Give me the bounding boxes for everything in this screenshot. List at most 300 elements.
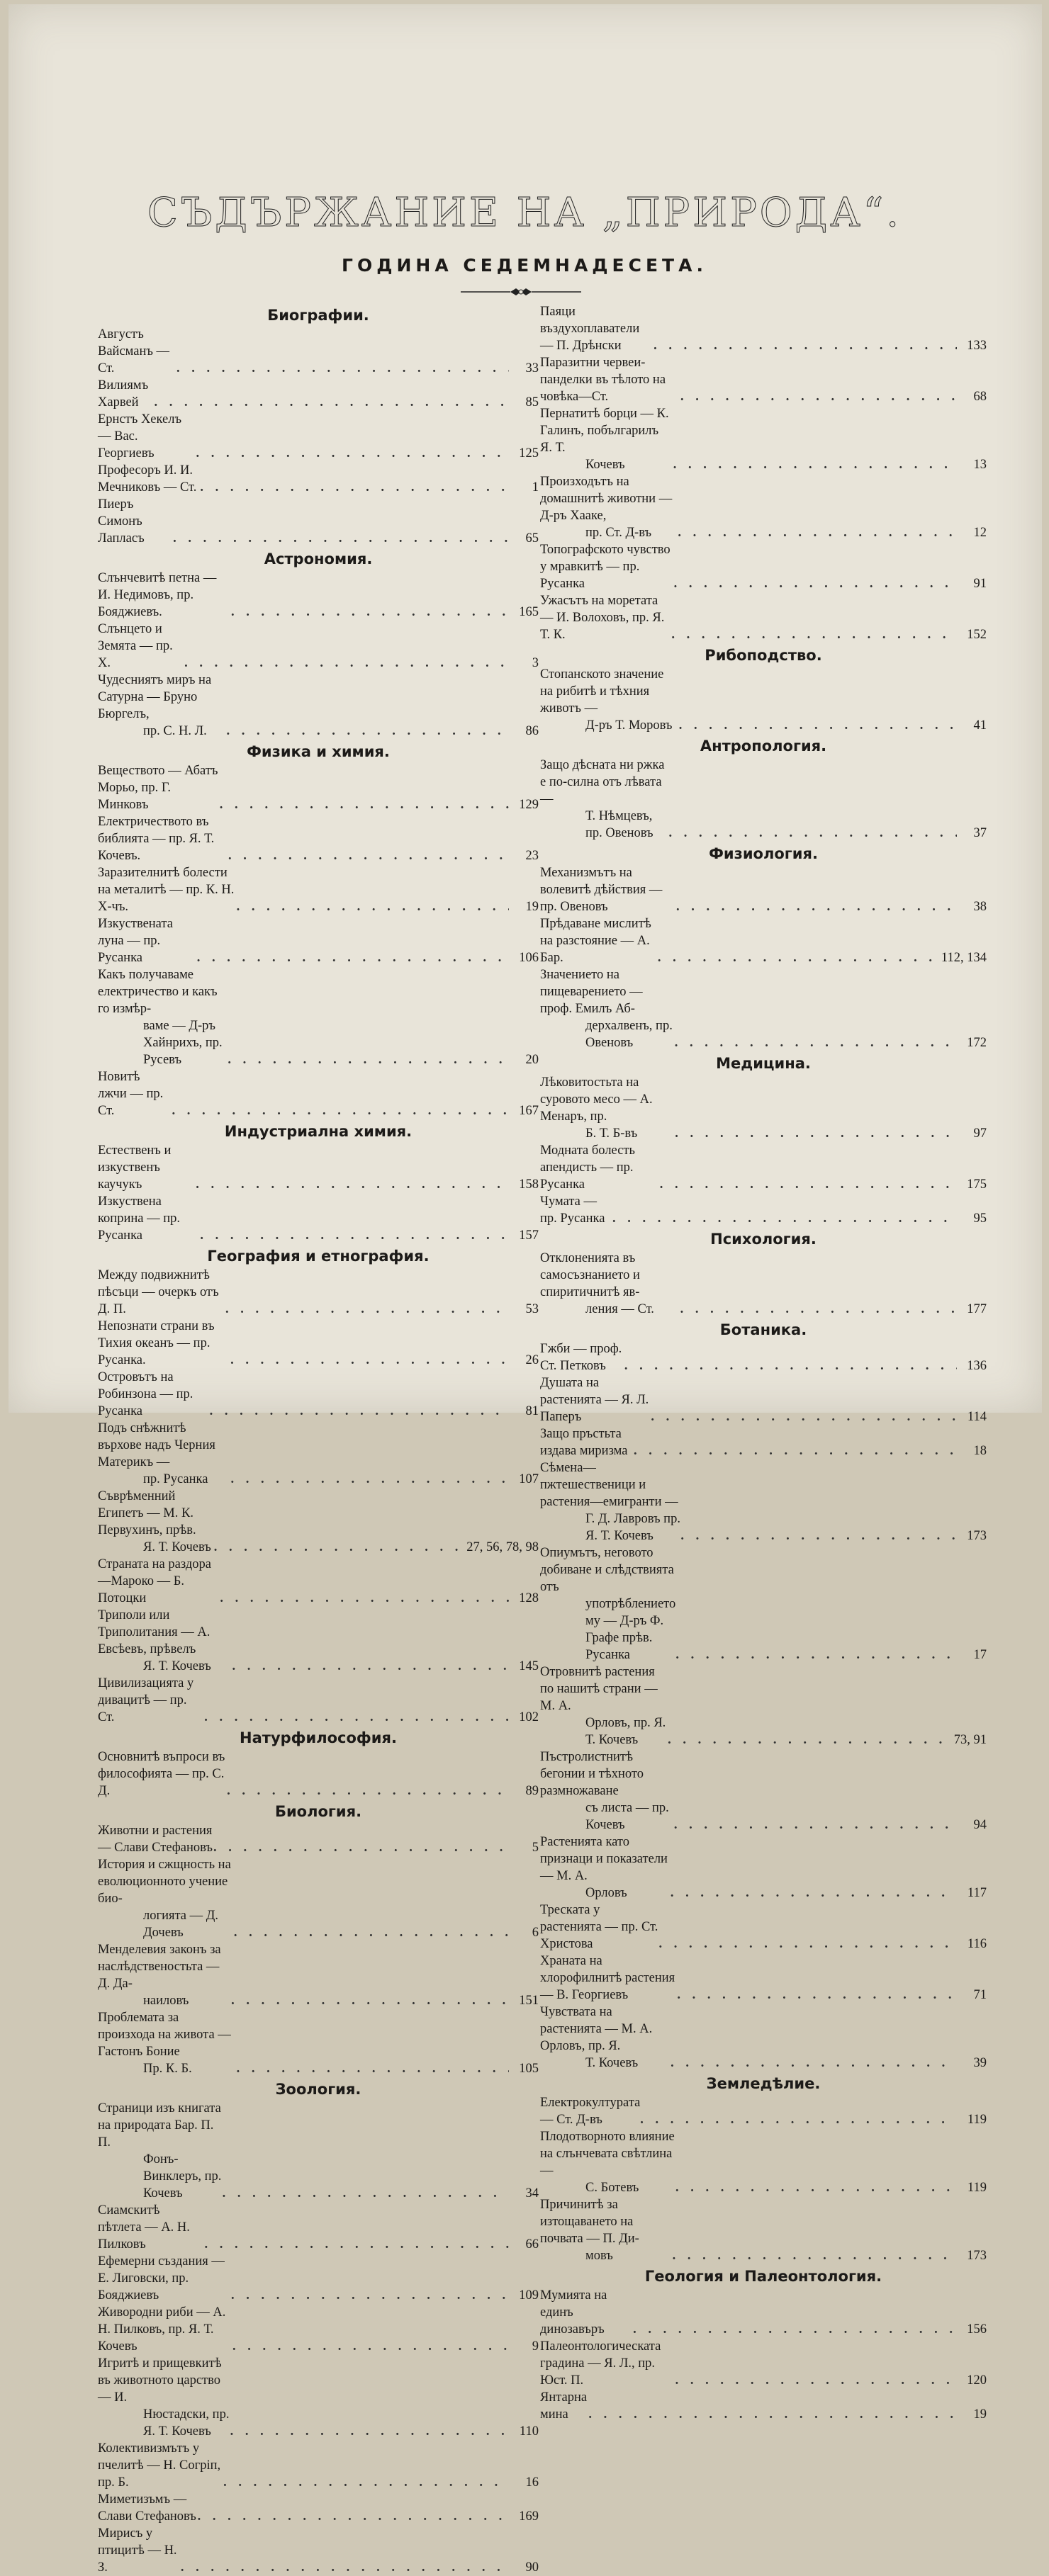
entry-title-line: Естественъ и изкуственъ каучукъ	[98, 1143, 172, 1192]
left-column	[98, 303, 539, 2576]
entry-title	[98, 1749, 227, 1800]
entry-title-line: Топографското чувство у мравкитѣ — пр. Русанка	[540, 543, 671, 591]
leader-dots	[674, 1817, 957, 1834]
leader-dots	[213, 1839, 509, 1856]
entry-title-line: Цивилизацията у дивацитѣ — пр. Ст.	[98, 1676, 194, 1724]
leader-dots	[660, 1176, 957, 1193]
toc-entry	[98, 672, 539, 740]
toc-entry	[98, 1675, 539, 1726]
toc-entry	[98, 1556, 539, 1607]
toc-entry	[98, 1420, 539, 1488]
section-heading: Психология.	[710, 1231, 817, 1248]
entry-title	[98, 2253, 231, 2304]
toc-entry	[540, 303, 987, 354]
toc-entry	[540, 1193, 987, 1227]
page-number: 3	[532, 656, 539, 670]
page-number: 19	[525, 900, 539, 914]
toc-entry	[540, 1074, 987, 1142]
entry-title	[540, 303, 653, 354]
toc-entry	[98, 1369, 539, 1420]
toc-entry	[98, 1822, 539, 1856]
entry-title	[98, 1488, 214, 1556]
page-number: 119	[967, 2113, 987, 2127]
entry-title-line: Слънчевитѣ петна — И. Недимовъ, пр. Бояджиевъ.	[98, 571, 217, 619]
page-number: 81	[525, 1404, 539, 1418]
entry-title-continuation: съ листа — пр. Кочевъ	[585, 1801, 669, 1832]
page-number: 85	[525, 395, 539, 409]
page-number: 114	[967, 1410, 987, 1424]
entry-title	[540, 405, 673, 473]
toc-entry	[98, 915, 539, 966]
entry-title	[540, 2196, 673, 2264]
entry-title-line: Страната на раздора—Мароко — Б. Потоцки	[98, 1557, 211, 1605]
section-heading: Зоология.	[275, 2081, 361, 2098]
section-heading: Рибоподство.	[705, 647, 822, 664]
entry-title	[540, 1250, 680, 1318]
page-number: 13	[973, 458, 987, 472]
toc-entry	[540, 757, 987, 842]
page-number: 37	[973, 826, 987, 840]
leader-dots	[230, 1352, 509, 1369]
leader-dots	[227, 723, 509, 740]
entry-title-line: Игритѣ и прищевкитѣ въ животното царство — И.	[98, 2356, 222, 2405]
page-number: 152	[967, 628, 987, 642]
toc-entry	[540, 354, 987, 405]
leader-dots	[176, 360, 509, 377]
leader-dots	[230, 2423, 509, 2440]
toc-entry	[540, 1544, 987, 1663]
toc-entry	[98, 496, 539, 547]
page-number: 97	[973, 1126, 987, 1141]
toc-entry	[540, 592, 987, 643]
entry-title	[98, 377, 155, 411]
leader-dots	[680, 1301, 957, 1318]
page-number: 6	[532, 1926, 539, 1940]
leader-dots	[671, 2055, 957, 2072]
entry-title-line: Прѣдаване мислитѣ на разстояние — А. Бар.	[540, 917, 651, 965]
leader-dots	[231, 604, 509, 621]
leader-dots	[220, 1590, 509, 1607]
page-number: 167	[519, 1104, 539, 1118]
entry-title	[540, 1374, 651, 1425]
leader-dots	[200, 1227, 509, 1244]
page-number: 112, 134	[941, 951, 987, 965]
entry-title	[540, 757, 668, 842]
entry-title-line: Отклоненията въ самосъзнанието и спиритичнитѣ яв-	[540, 1251, 640, 1299]
leader-dots	[624, 1357, 957, 1374]
entry-title	[540, 1834, 671, 1902]
entry-title-line: Слънцето и Земята — пр. Х.	[98, 622, 173, 670]
toc-entry	[540, 2128, 987, 2196]
leader-dots	[673, 456, 957, 473]
entry-title	[540, 354, 680, 405]
entry-title-line: Вилиямъ Харвей	[98, 378, 149, 409]
page-number: 117	[967, 1886, 987, 1900]
toc-entry	[540, 473, 987, 541]
toc-entry	[98, 762, 539, 813]
entry-title-line: Островътъ на Робинзона — пр. Русанка	[98, 1370, 193, 1418]
entry-title-continuation: Б. Т. Б-въ	[585, 1126, 638, 1141]
entry-title	[98, 496, 173, 547]
page-number: 89	[525, 1784, 539, 1798]
page-number: 172	[967, 1036, 987, 1050]
page-number: 165	[519, 605, 539, 619]
toc-entry	[98, 2100, 539, 2202]
entry-title-line: Защо пръстьта издава миризма	[540, 1427, 628, 1458]
page-number: 17	[973, 1648, 987, 1662]
leader-dots	[231, 1471, 510, 1488]
leader-dots	[210, 1403, 509, 1420]
page-number: 129	[519, 798, 539, 812]
page-number: 12	[973, 526, 987, 540]
page-number: 107	[519, 1472, 539, 1486]
entry-title	[540, 1425, 634, 1459]
toc-entry	[98, 1941, 539, 2009]
entry-title-line: Отровнитѣ растения по нашитѣ страни — М. А.	[540, 1665, 658, 1713]
toc-entry	[540, 1250, 987, 1318]
entry-title	[98, 1142, 196, 1193]
entry-title-continuation: дерхалвенъ, пр. Овеновъ	[585, 1019, 673, 1050]
toc-entry	[98, 2253, 539, 2304]
toc-entry	[98, 2009, 539, 2077]
leader-dots	[680, 388, 957, 405]
entry-title	[540, 592, 671, 643]
entry-title-line: Основнитѣ въпроси въ философията — пр. С. Д.	[98, 1750, 225, 1798]
entry-title-line: Живородни риби — А. Н. Пилковъ, пр. Я. Т. Кочевъ	[98, 2305, 226, 2354]
toc-entry	[540, 405, 987, 473]
entry-title-line: Произходътъ на домашнитѣ животни — Д-ръ Хааке,	[540, 475, 673, 523]
entry-title-line: История и сжщность на еволюционното учение био-	[98, 1858, 231, 1906]
page-number: 65	[525, 531, 539, 546]
entry-title-line: Ефемерни създания — Е. Лиговски, пр. Бояджиевъ	[98, 2254, 225, 2303]
leader-dots	[653, 337, 957, 354]
entry-title-line: Значението на пищеварението — проф. Емилъ Аб-	[540, 968, 643, 1016]
entry-title	[98, 2440, 223, 2491]
entry-title	[98, 1822, 213, 1856]
entry-title-continuation: пр. С. Н. Л.	[143, 724, 207, 738]
section-heading: Биология.	[274, 1803, 362, 1820]
page-number: 39	[973, 2056, 987, 2070]
page-number: 145	[519, 1659, 539, 1673]
leader-dots	[612, 1210, 957, 1227]
toc-entry	[98, 411, 539, 462]
entry-title	[540, 2338, 675, 2389]
entry-title-continuation: Я. Т. Кочевъ	[143, 1540, 211, 1554]
toc-entry	[98, 2440, 539, 2491]
entry-title-line: Душата на растенията — Я. Л. Паперъ	[540, 1376, 649, 1424]
entry-title-line: Чувствата на растенията — М. А. Орловъ, пр. Я.	[540, 2005, 653, 2053]
volume-subtitle: ГОДИНА СЕДЕМНАДЕСЕТА.	[342, 255, 707, 276]
page-number: 119	[967, 2181, 987, 2195]
leader-dots	[675, 1125, 957, 1142]
toc-entry	[98, 1856, 539, 1941]
entry-title-continuation: мовъ	[585, 2249, 613, 2263]
entry-title	[540, 1544, 675, 1663]
toc-entry	[540, 1663, 987, 1749]
entry-title-line: Новитѣ лжчи — пр. Ст.	[98, 1070, 164, 1118]
entry-title	[98, 1369, 210, 1420]
toc-entry	[98, 377, 539, 411]
leader-dots	[634, 1442, 957, 1459]
toc-entry	[98, 966, 539, 1068]
page-number: 158	[519, 1177, 539, 1192]
entry-title	[540, 1193, 612, 1227]
leader-dots	[674, 575, 957, 592]
entry-title-continuation: Т. Нѣмцевъ, пр. Овеновъ	[585, 809, 653, 840]
page-number: 71	[973, 1988, 987, 2002]
entry-title-line: Заразителнитѣ болести на металитѣ — пр. К. Н. Х-чъ.	[98, 866, 235, 914]
toc-entry	[540, 1834, 987, 1902]
entry-title	[540, 1663, 668, 1749]
entry-title	[98, 462, 200, 496]
leader-dots	[668, 825, 957, 842]
leader-dots	[197, 949, 509, 966]
leader-dots	[680, 1527, 957, 1544]
toc-entry	[98, 2202, 539, 2253]
entry-title	[98, 1193, 200, 1244]
page-number: 27, 56, 78, 98	[466, 1540, 539, 1554]
leader-dots	[677, 1987, 957, 2004]
toc-entry	[98, 813, 539, 864]
entry-title-line: Пиеръ Симонъ Лапласъ	[98, 497, 145, 546]
leader-dots	[155, 394, 509, 411]
toc-entry	[540, 966, 987, 1051]
leader-dots	[172, 1102, 509, 1119]
toc-entry	[98, 2304, 539, 2355]
toc-entry	[540, 1953, 987, 2004]
leader-dots	[181, 2559, 509, 2576]
entry-title	[98, 2355, 230, 2440]
entry-title-continuation: Фонъ-Винклеръ, пр. Кочевъ	[143, 2152, 222, 2201]
page-number: 66	[525, 2237, 539, 2252]
entry-title-line: Паяци въздухоплаватели — П. Дрѣнски	[540, 305, 640, 353]
toc-entry	[98, 1749, 539, 1800]
page-number: 177	[967, 1302, 987, 1316]
page-number: 9	[532, 2339, 539, 2354]
page-number: 16	[525, 2475, 539, 2490]
page-number: 94	[973, 1818, 987, 1832]
leader-dots	[675, 2372, 957, 2389]
toc-entry	[540, 666, 987, 734]
section-heading: Биографии.	[267, 307, 369, 324]
page-number: 41	[973, 718, 987, 733]
page-number: 26	[525, 1353, 539, 1367]
entry-title-line: Стопанското значение на рибитѣ и тѣхния животъ —	[540, 667, 664, 716]
page-number: 5	[532, 1841, 539, 1855]
page-number: 110	[519, 2424, 539, 2439]
entry-title	[98, 672, 227, 740]
entry-title-line: Чудесниятъ миръ на Сатурна — Бруно Бюргелъ,	[98, 673, 212, 721]
entry-title	[98, 1556, 220, 1607]
page-number: 116	[967, 1937, 987, 1951]
entry-title	[540, 1074, 675, 1142]
entry-title-line: Мумията на единъ динозавъръ	[540, 2288, 607, 2337]
leader-dots	[675, 1646, 957, 1663]
entry-title-line: Какъ получаваме електричество и какъ го измѣр-	[98, 968, 218, 1016]
entry-title-line: Августъ Вайсманъ — Ст.	[98, 327, 170, 375]
section-heading: Ботаника.	[719, 1321, 807, 1338]
entry-title-line: Между подвижнитѣ пѣсъци — очеркъ отъ Д. П.	[98, 1268, 219, 1316]
ornament-divider	[461, 286, 581, 298]
page-number: 23	[525, 849, 539, 863]
page-number: 38	[973, 900, 987, 914]
entry-title	[540, 666, 679, 734]
toc-entry	[540, 864, 987, 915]
entry-title-line: Гжби — проф. Ст. Петковъ	[540, 1342, 622, 1373]
leader-dots	[651, 1408, 957, 1425]
toc-entry	[98, 1488, 539, 1556]
toc-entry	[98, 2491, 539, 2525]
page-number: 105	[519, 2062, 539, 2076]
entry-title-continuation: логията — Д. Дочевъ	[143, 1909, 218, 1940]
leader-dots	[205, 2236, 509, 2253]
toc-entry	[540, 1902, 987, 1953]
leader-dots	[640, 2111, 957, 2128]
section-heading: Геология и Палеонтология.	[644, 2268, 882, 2285]
page-number: 120	[967, 2373, 987, 2388]
leader-dots	[234, 1924, 509, 1941]
entry-title	[98, 2009, 237, 2077]
entry-title-line: Плодотворното влияние на слънчевата свѣтлина —	[540, 2130, 675, 2178]
entry-title	[98, 326, 176, 377]
entry-title-continuation: Я. Т. Кочевъ	[143, 1659, 211, 1673]
toc-entry	[540, 1459, 987, 1544]
entry-title-line: Храната на хлорофилнитѣ растения — В. Георгиевъ	[540, 1954, 675, 2002]
entry-title	[98, 2525, 181, 2576]
toc-entry	[540, 915, 987, 966]
toc-entry	[540, 1374, 987, 1425]
entry-title	[540, 1340, 624, 1374]
page-number: 18	[973, 1444, 987, 1458]
page-number: 136	[967, 1359, 987, 1373]
leader-dots	[678, 524, 957, 541]
leader-dots	[231, 2287, 509, 2304]
entry-title	[98, 411, 196, 462]
page-number: 169	[519, 2509, 539, 2524]
toc-entry	[98, 1607, 539, 1675]
toc-entry	[98, 1318, 539, 1369]
section-heading: Астрономия.	[264, 550, 373, 567]
entry-title-line: Животни и растения — Слави Стефановъ	[98, 1824, 213, 1855]
entry-title-line: Ернстъ Хекелъ — Вас. Георгиевъ	[98, 412, 182, 461]
entry-title-line: Изкуствена коприна — пр. Русанка	[98, 1194, 180, 1243]
page-number: 173	[967, 1529, 987, 1543]
leader-dots	[675, 2179, 957, 2196]
leader-dots	[671, 626, 957, 643]
entry-title-continuation: пр. Ст. Д-въ	[585, 526, 652, 540]
entry-title	[98, 966, 228, 1068]
toc-entry	[540, 2094, 987, 2128]
section-heading: Физиология.	[709, 845, 818, 862]
entry-title-line: Пъстролистнитѣ бегонии и тѣхното размножаване	[540, 1750, 644, 1798]
page-number: 156	[967, 2322, 987, 2337]
page-number: 86	[525, 724, 539, 738]
leader-dots	[676, 898, 957, 915]
entry-title-continuation: пр. Русанка	[143, 1472, 208, 1486]
leader-dots	[228, 847, 509, 864]
entry-title-continuation: наиловъ	[143, 1994, 189, 2008]
page-number: 34	[525, 2186, 539, 2201]
entry-title-line: Паразитни червеи-панделки въ тѣлото на човѣка—Ст.	[540, 356, 666, 404]
page-number: 102	[519, 1710, 539, 1724]
entry-title	[98, 2202, 205, 2253]
toc-entry	[98, 1142, 539, 1193]
entry-title-line: Растенията като признаци и показатели — М. А.	[540, 1835, 668, 1883]
leader-dots	[196, 445, 509, 462]
entry-title	[540, 2287, 633, 2338]
toc-entry	[540, 2338, 987, 2389]
toc-entry	[98, 1193, 539, 1244]
toc-entry	[98, 2355, 539, 2440]
entry-title	[540, 1953, 677, 2004]
entry-title-line: Опиумътъ, неговото добиване и слѣдствията отъ	[540, 1546, 674, 1594]
entry-title	[98, 1941, 231, 2009]
entry-title-continuation: Т. Кочевъ	[585, 2056, 639, 2070]
entry-title-line: Мирисъ у птицитѣ — Н. З.	[98, 2526, 177, 2575]
entry-title-continuation: Орловъ, пр. Я. Т. Кочевъ	[585, 1716, 666, 1747]
entry-title-line: Миметизъмъ — Слави Стефановъ	[98, 2492, 196, 2524]
leader-dots	[184, 655, 509, 672]
entry-title-line: Лѣковитостьта на суровото месо — А. Менаръ, пр.	[540, 1075, 653, 1124]
entry-title	[98, 1420, 231, 1488]
page-number: 95	[973, 1211, 987, 1226]
entry-title	[98, 1267, 225, 1318]
entry-title	[540, 2389, 588, 2423]
leader-dots	[227, 1783, 509, 1800]
leader-dots	[679, 717, 957, 734]
entry-title-line: Изкуствената луна — пр. Русанка	[98, 917, 173, 965]
toc-entry	[540, 2287, 987, 2338]
toc-entry	[540, 1425, 987, 1459]
entry-title-continuation: Г. Д. Лавровъ пр. Я. Т. Кочевъ	[585, 1512, 680, 1543]
toc-entry	[98, 1267, 539, 1318]
section-heading: Земледѣлие.	[706, 2075, 821, 2092]
toc-entry	[540, 1340, 987, 1374]
entry-title	[98, 1607, 232, 1675]
leader-dots	[223, 2185, 509, 2202]
toc-entry	[540, 2004, 987, 2072]
entry-title-line: Чумата — пр. Русанка	[540, 1194, 605, 1226]
section-heading: Медицина.	[716, 1055, 811, 1072]
page-number: 173	[967, 2249, 987, 2263]
entry-title	[540, 915, 658, 966]
entry-title-line: Подъ снѣжнитѣ върхове надъ Черния Материкъ —	[98, 1421, 215, 1469]
leader-dots	[198, 2508, 509, 2525]
entry-title	[98, 570, 231, 621]
leader-dots	[232, 2338, 509, 2355]
leader-dots	[196, 1176, 509, 1193]
leader-dots	[228, 1051, 509, 1068]
entry-title	[98, 762, 220, 813]
leader-dots	[237, 2060, 509, 2077]
entry-title-line: Механизмътъ на волевитѣ дѣйствия — пр. Овеновъ	[540, 866, 663, 914]
entry-title	[98, 2100, 223, 2202]
page-number: 19	[973, 2407, 987, 2422]
leader-dots	[675, 1034, 957, 1051]
leader-dots	[668, 1732, 950, 1749]
page-number: 128	[519, 1591, 539, 1605]
toc-entry	[98, 864, 539, 915]
leader-dots	[658, 949, 937, 966]
entry-title-continuation: употрѣблението му — Д-ръ Ф. Графе прѣв.	[585, 1597, 676, 1645]
entry-title-line: Сиамскитѣ пѣтлета — А. Н. Пилковъ	[98, 2203, 190, 2252]
entry-title	[98, 1856, 234, 1941]
page-number: 133	[967, 339, 987, 353]
leader-dots	[200, 479, 509, 496]
entry-title-line: Веществото — Абатъ Морьо, пр. Г. Минковъ	[98, 764, 218, 812]
entry-title	[98, 1675, 204, 1726]
entry-title	[540, 1902, 659, 1953]
